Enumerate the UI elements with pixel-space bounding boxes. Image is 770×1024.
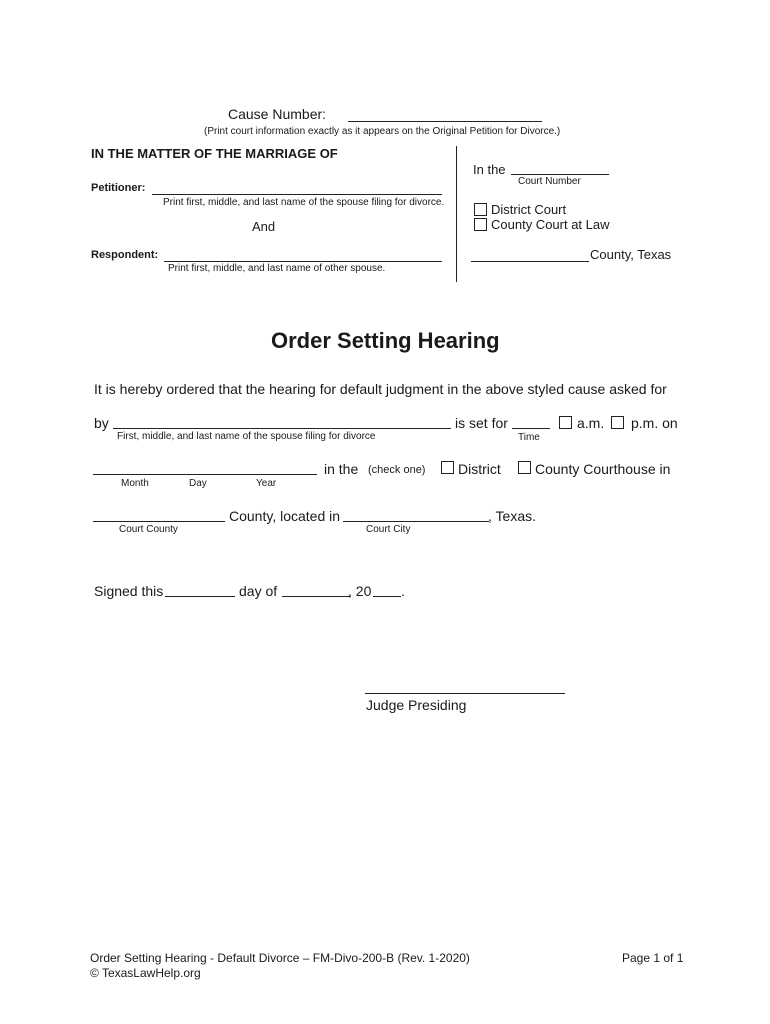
county-texas-label: County, Texas — [590, 247, 672, 262]
county-court-label: County Court at Law — [491, 217, 610, 232]
footer-form-id: Order Setting Hearing - Default Divorce – FM-Divo-200-B (Rev. 1-2020) — [90, 951, 470, 965]
county-courthouse-label: County Courthouse in — [535, 461, 671, 477]
cause-number-label: Cause Number: — [228, 106, 327, 122]
district-label: District — [458, 461, 501, 477]
district-checkbox[interactable] — [441, 461, 454, 474]
footer-page-number: Page 1 of 1 — [622, 951, 684, 965]
judge-signature-line[interactable] — [365, 693, 565, 694]
texas-label: , Texas. — [488, 508, 536, 524]
header-divider — [456, 146, 457, 282]
time-field[interactable] — [512, 428, 550, 429]
pm-label: p.m. on — [631, 415, 678, 431]
respondent-hint: Print first, middle, and last name of other spouse. — [168, 263, 386, 274]
year-end: . — [401, 583, 405, 599]
county-located-label: County, located in — [229, 508, 341, 524]
court-city-hint: Court City — [366, 524, 411, 535]
intro-text: It is hereby ordered that the hearing for default judgment in the above styled cause asked for — [94, 381, 667, 397]
check-one-label: (check one) — [368, 464, 426, 476]
page-title: Order Setting Hearing — [271, 328, 500, 353]
county-courthouse-checkbox[interactable] — [518, 461, 531, 474]
signed-month-field[interactable] — [282, 596, 350, 597]
district-court-checkbox[interactable] — [474, 203, 487, 216]
month-hint: Month — [121, 478, 149, 489]
court-city-field[interactable] — [343, 521, 489, 522]
print-instruction: (Print court information exactly as it appears on the Original Petition for Divorce.) — [204, 126, 561, 137]
day-of-label: day of — [239, 583, 278, 599]
court-number-hint: Court Number — [518, 176, 581, 187]
signed-day-field[interactable] — [165, 596, 235, 597]
am-checkbox[interactable] — [559, 416, 572, 429]
cause-number-field[interactable] — [348, 121, 542, 122]
judge-presiding-label: Judge Presiding — [366, 697, 467, 713]
date-field[interactable] — [93, 474, 317, 475]
district-court-label: District Court — [491, 202, 567, 217]
year-prefix: , 20 — [348, 583, 372, 599]
matter-heading: IN THE MATTER OF THE MARRIAGE OF — [91, 146, 338, 161]
signed-this-label: Signed this — [94, 583, 164, 599]
year-hint: Year — [256, 478, 277, 489]
day-hint: Day — [189, 478, 207, 489]
by-label: by — [94, 415, 109, 431]
footer-copyright: © TexasLawHelp.org — [90, 966, 201, 980]
county-court-checkbox[interactable] — [474, 218, 487, 231]
and-label: And — [252, 219, 276, 234]
in-the-body-label: in the — [324, 461, 359, 477]
petitioner-label: Petitioner: — [91, 182, 146, 194]
set-for-label: is set for — [455, 415, 508, 431]
court-number-field[interactable] — [511, 174, 609, 175]
court-county-field[interactable] — [93, 521, 225, 522]
respondent-label: Respondent: — [91, 249, 159, 261]
pm-checkbox[interactable] — [611, 416, 624, 429]
petitioner-hint: Print first, middle, and last name of the spouse filing for divorce. — [163, 197, 445, 208]
in-the-label: In the — [473, 162, 506, 177]
county-field[interactable] — [471, 261, 589, 262]
court-county-hint: Court County — [119, 524, 178, 535]
time-hint: Time — [518, 432, 540, 443]
am-label: a.m. — [577, 415, 605, 431]
petitioner-name-field[interactable] — [152, 194, 442, 195]
name-hint: First, middle, and last name of the spouse filing for divorce — [117, 431, 376, 442]
respondent-name-field[interactable] — [164, 261, 442, 262]
signed-year-field[interactable] — [373, 596, 401, 597]
spouse-name-field[interactable] — [113, 428, 451, 429]
